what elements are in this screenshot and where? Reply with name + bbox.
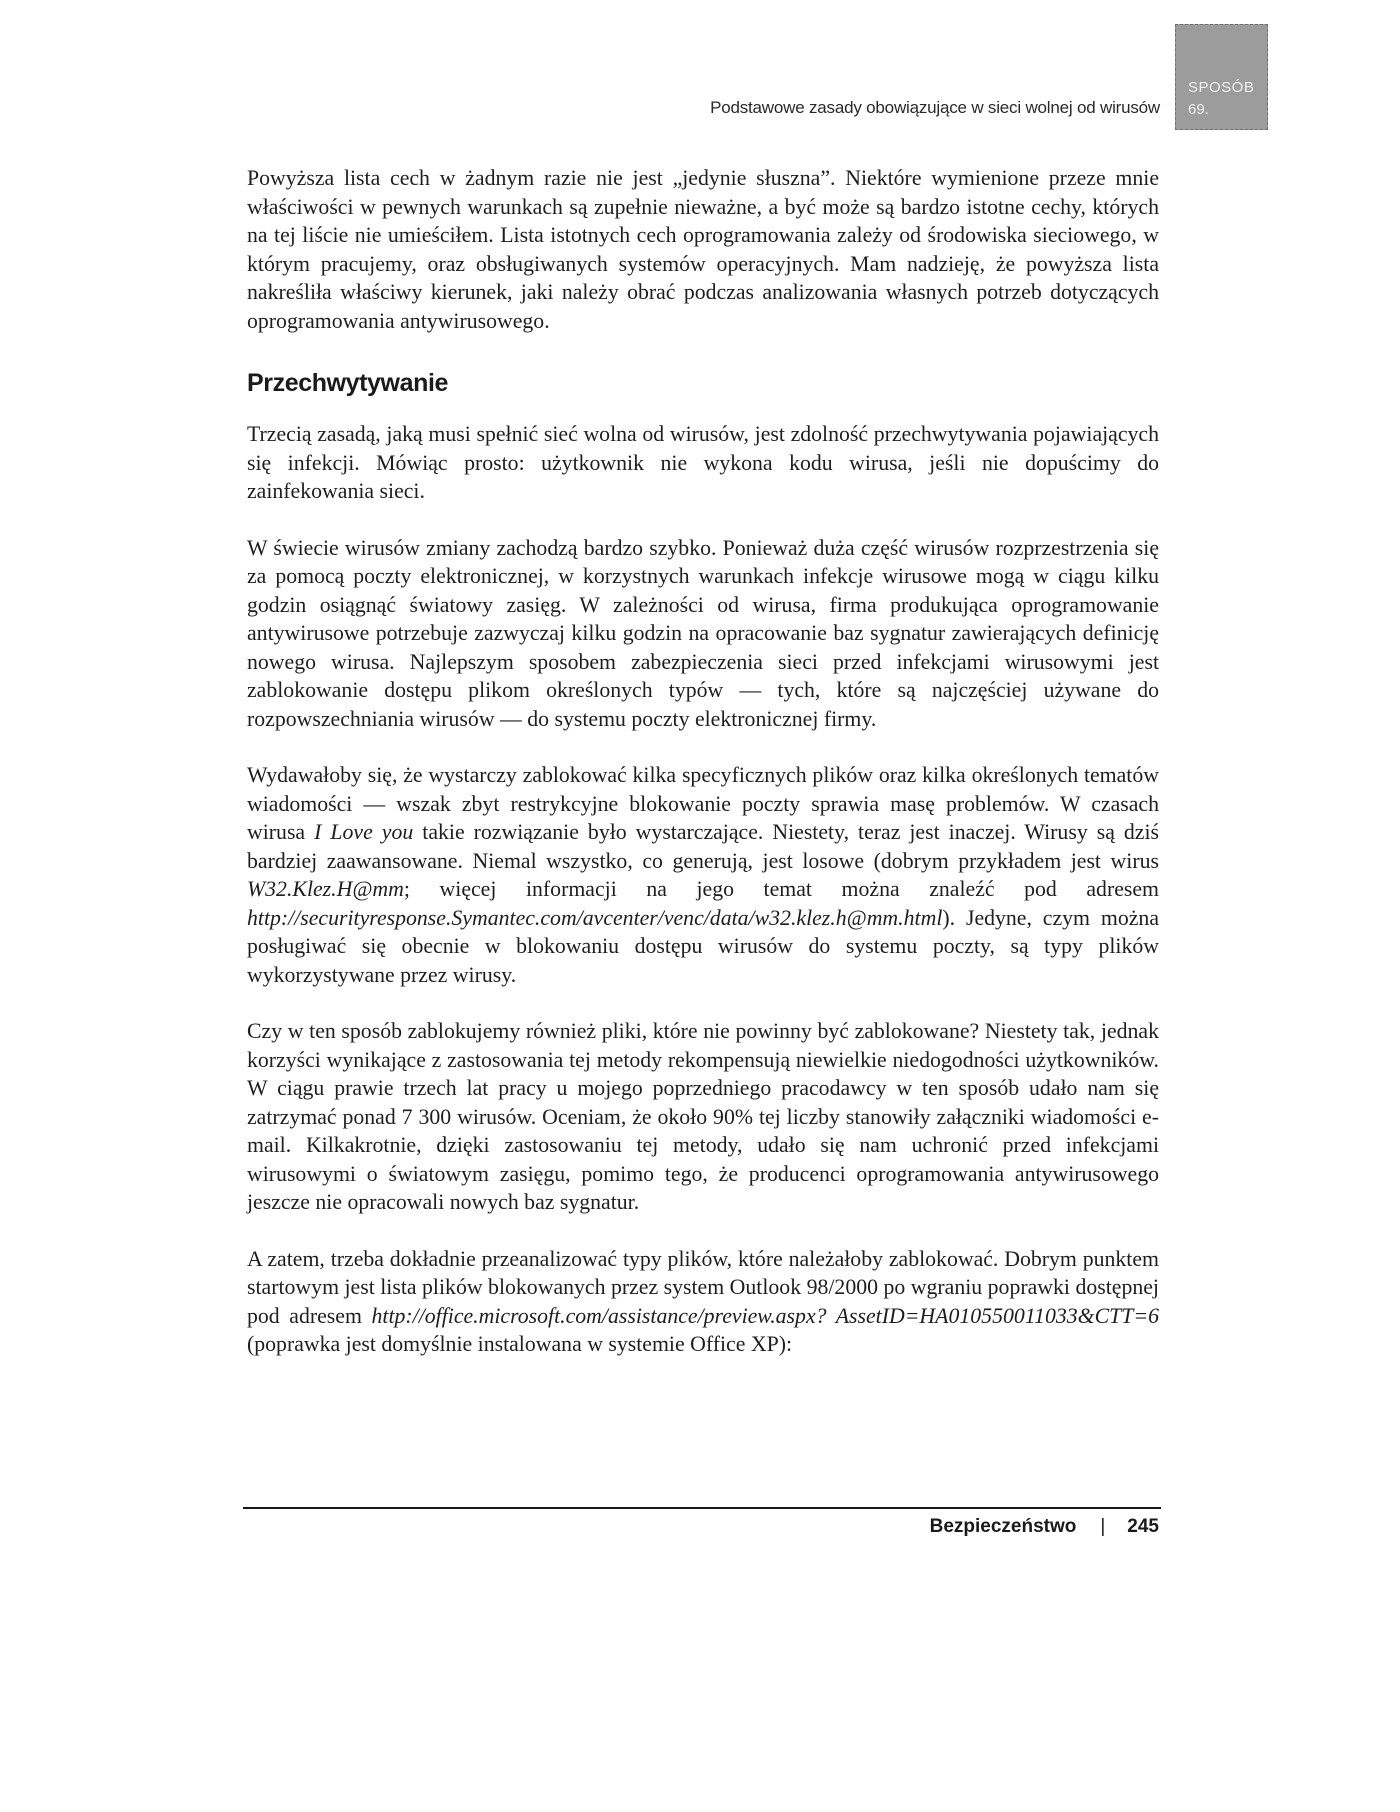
footer-rule xyxy=(243,1507,1161,1509)
microsoft-url: http://office.microsoft.com/assistance/preview.aspx? AssetID=HA010550011033&CTT=6 xyxy=(371,1303,1159,1328)
paragraph-2: Trzecią zasadą, jaką musi spełnić sieć wolna od wirusów, jest zdolność przechwytywania pojawiających się infekcji. Mówiąc prosto: użytkownik nie wykona kodu wirusa, jeśli nie dopuścimy do zainfekowania sieci. xyxy=(247,422,1159,503)
paragraph-6 xyxy=(247,1245,1159,1359)
paragraph-6-text-a: A zatem, trzeba dokładnie przeanalizować typy plików, które należałoby zablokować. Dobrym punktem startowym jest lista plików blokowanych przez system Outlook 98/2000 po wgraniu poprawki dostępnej pod adresem xyxy=(247,1246,1159,1328)
running-header: Podstawowe zasady obowiązujące w sieci wolnej od wirusów xyxy=(710,98,1160,117)
paragraph-5: Czy w ten sposób zablokujemy również pliki, które nie powinny być zablokowane? Niestety tak, jednak korzyści wynikające z zastosowania tej metody rekompensują niewielkie niedogodności użytkowników. W ciągu prawie trzech lat pracy u mojego poprzedniego pracodawcy w ten sposób udało nam się zatrzymać ponad 7 300 wirusów. Oceniam, że około 90% tej liczby stanowiły załączniki wiadomości e-mail. Kilkakrotnie, dzięki zastosowaniu tej metody, udało się nam uchronić przed infekcjami wirusowymi o światowym zasięgu, pomimo tego, że producenci oprogramowania antywirusowego jeszcze nie opracowali nowych baz sygnatur. xyxy=(247,1019,1159,1214)
paragraph-3: W świecie wirusów zmiany zachodzą bardzo szybko. Ponieważ duża część wirusów rozprzestrzenia się za pomocą poczty elektronicznej, w korzystnych warunkach infekcje wirusowe mogą w ciągu kilku godzin osiągnąć światowy zasięg. W zależności od wirusa, firma produkująca oprogramowanie antywirusowe potrzebuje zazwyczaj kilku godzin na opracowanie baz sygnatur zawierających definicję nowego wirusa. Najlepszym sposobem zabezpieczenia sieci przed infekcjami wirusowymi jest zablokowanie dostępu plikom określonych typów — tych, które są najczęściej używane do rozpowszechniania wirusów — do systemu poczty elektronicznej firmy. xyxy=(247,535,1159,731)
page-number: 245 xyxy=(1127,1516,1159,1537)
paragraph-4-text-b: takie rozwiązanie było wystarczające. Niestety, teraz jest inaczej. Wirusy są dziś bardziej zaawansowane. Niemal wszystko, co generują, jest losowe (dobrym przykładem jest wirus xyxy=(247,820,1160,873)
chapter-tab xyxy=(1175,24,1268,130)
virus-name-iloveyou: I Love you xyxy=(314,820,414,844)
paragraph-4-text-d: ). Jedyne, czym można posługiwać się obecnie w blokowaniu dostępu wirusów do systemu poczty, są typy plików wykorzystywane przez wirusy. xyxy=(247,905,1159,987)
footer-section-name: Bezpieczeństwo xyxy=(929,1516,1077,1537)
paragraph-4-text-a: Wydawałoby się, że wystarczy zablokować kilka specyficznych plików oraz kilka określonych tematów wiadomości — wszak zbyt restrykcyjne blokowanie poczty sprawia masę problemów. W czasach wirusa xyxy=(247,763,1159,844)
footer-separator: | xyxy=(1100,1516,1106,1537)
paragraph-4 xyxy=(247,761,1159,989)
symantec-url: http://securityresponse.Symantec.com/avcenter/venc/data/w32.klez.h@mm.html xyxy=(247,905,943,930)
section-heading: Przechwytywanie xyxy=(247,369,449,397)
page-body xyxy=(247,164,1159,1387)
tab-number: 69. xyxy=(1188,101,1209,118)
paragraph-1: Powyższa lista cech w żadnym razie nie jest „jedynie słuszna”. Niektóre wymienione przeze mnie właściwości w pewnych warunkach są zupełnie nieważne, a być może są bardzo istotne cechy, których na tej liście nie umieściłem. Lista istotnych cech oprogramowania zależy od środowiska sieciowego, w którym pracujemy, oraz obsługiwanych systemów operacyjnych. Mam nadzieję, że powyższa lista nakreśliła właściwy kierunek, jaki należy obrać podczas analizowania własnych potrzeb dotyczących oprogramowania antywirusowego. xyxy=(247,166,1159,333)
virus-name-klez: W32.Klez.H@mm xyxy=(247,877,404,901)
paragraph-6-text-b: (poprawka jest domyślnie instalowana w systemie Office XP): xyxy=(247,1332,793,1356)
tab-label: SPOSÓB xyxy=(1188,79,1255,96)
page-footer xyxy=(600,1516,1159,1538)
paragraph-4-text-c: ; więcej informacji na jego temat można znaleźć pod adresem xyxy=(403,877,1159,901)
